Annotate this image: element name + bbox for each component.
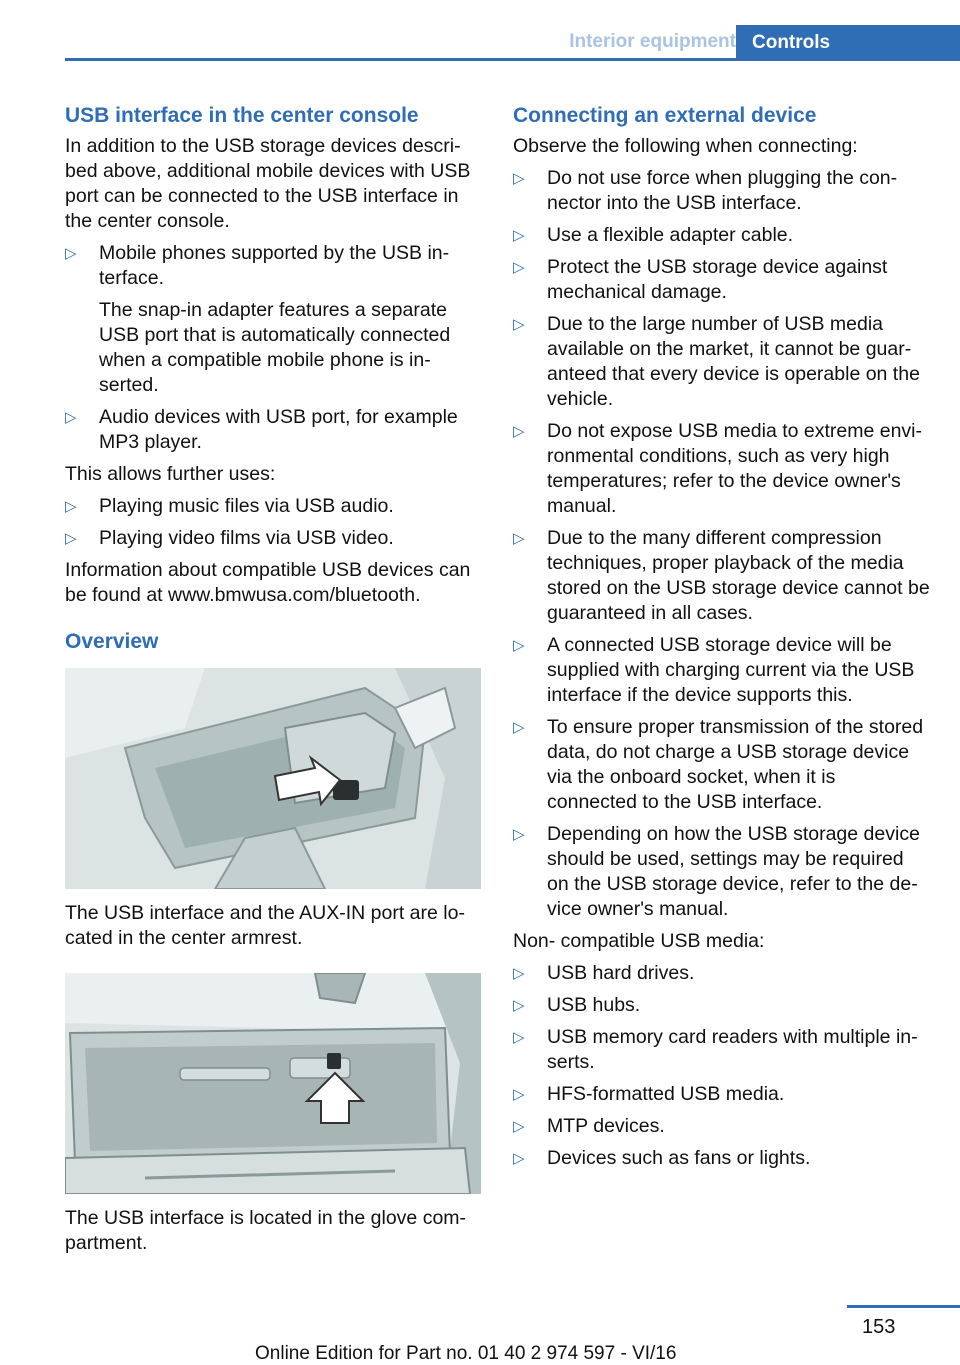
footer-rule bbox=[847, 1305, 960, 1308]
bullet-triangle-icon: ▷ bbox=[65, 498, 77, 515]
list-item-text: USB hard drives. bbox=[547, 962, 695, 984]
list-item bbox=[513, 822, 930, 922]
bullet-triangle-icon: ▷ bbox=[65, 245, 77, 262]
bullet-triangle-icon: ▷ bbox=[513, 1118, 525, 1135]
figure1-caption: The USB interface and the AUX-IN port are located in the center armrest. bbox=[65, 902, 465, 949]
list-item bbox=[513, 715, 930, 815]
noncompat-list bbox=[513, 961, 930, 1171]
connect-list bbox=[513, 166, 930, 922]
connect-intro: Observe the following when connecting: bbox=[513, 135, 858, 157]
list-item bbox=[65, 526, 481, 551]
center-armrest-illustration bbox=[65, 668, 481, 889]
info-text: Information about compatible USB devices can be found at www.bmwusa.com/bluetooth. bbox=[65, 559, 471, 606]
figure2-caption: The USB interface is located in the glove compartment. bbox=[65, 1207, 467, 1254]
list-item bbox=[513, 419, 930, 519]
header-rule bbox=[65, 58, 960, 61]
list-item-text: Playing video films via USB video. bbox=[99, 527, 394, 549]
uses-intro: This allows further uses: bbox=[65, 463, 276, 485]
uses-list bbox=[65, 494, 481, 551]
list-item bbox=[65, 405, 481, 455]
bullet-triangle-icon: ▷ bbox=[513, 719, 525, 736]
section-tab[interactable]: Interior equipment bbox=[569, 31, 736, 52]
bullet-triangle-icon: ▷ bbox=[513, 826, 525, 843]
list-item bbox=[65, 241, 481, 398]
bullet-triangle-icon: ▷ bbox=[513, 530, 525, 547]
connect-heading: Connecting an external device bbox=[513, 104, 817, 127]
list-item bbox=[513, 1146, 930, 1171]
list-item-text: Devices such as fans or lights. bbox=[547, 1147, 811, 1169]
list-item bbox=[65, 494, 481, 519]
usb-heading: USB interface in the center console bbox=[65, 104, 419, 127]
bullet-triangle-icon: ▷ bbox=[65, 409, 77, 426]
list-item bbox=[513, 1025, 930, 1075]
page-number: 153 bbox=[862, 1316, 896, 1338]
bullet-triangle-icon: ▷ bbox=[513, 316, 525, 333]
chapter-tab[interactable]: Controls bbox=[736, 25, 960, 61]
bullet-triangle-icon: ▷ bbox=[513, 637, 525, 654]
list-item-subtext: The snap-in adapter features a separate USB port that is automatically connected when a compatible mobile phone is inserted. bbox=[99, 299, 451, 396]
right-column bbox=[513, 102, 930, 1178]
list-item-text: Mobile phones supported by the USB interface. bbox=[99, 242, 450, 289]
list-item bbox=[513, 993, 930, 1018]
bullet-triangle-icon: ▷ bbox=[513, 423, 525, 440]
edition-note: Online Edition for Part no. 01 40 2 974 597 - VI/16 bbox=[255, 1343, 677, 1364]
bullet-triangle-icon: ▷ bbox=[65, 530, 77, 547]
list-item-text: Audio devices with USB port, for example MP3 player. bbox=[99, 406, 458, 453]
list-item bbox=[513, 1114, 930, 1139]
list-item bbox=[513, 633, 930, 708]
bullet-triangle-icon: ▷ bbox=[513, 1086, 525, 1103]
list-item-text: Use a flexible adapter cable. bbox=[547, 224, 794, 246]
list-item-text: Depending on how the USB storage device should be used, settings may be required on the USB storage device, refer to the device owner's manual. bbox=[547, 823, 920, 920]
bullet-triangle-icon: ▷ bbox=[513, 997, 525, 1014]
list-item bbox=[513, 166, 930, 216]
list-item bbox=[513, 223, 930, 248]
list-item-text: Playing music files via USB audio. bbox=[99, 495, 394, 517]
bullet-triangle-icon: ▷ bbox=[513, 1029, 525, 1046]
list-item bbox=[513, 1082, 930, 1107]
bullet-triangle-icon: ▷ bbox=[513, 227, 525, 244]
glove-compartment-illustration bbox=[65, 973, 481, 1194]
list-item bbox=[513, 526, 930, 626]
list-item-text: USB memory card readers with multiple inserts. bbox=[547, 1026, 918, 1073]
list-item-text: Due to the many different compression techniques, proper playback of the media stored on the USB storage device cannot be guaranteed in all cases. bbox=[547, 527, 930, 624]
list-item-text: Do not use force when plugging the connector into the USB interface. bbox=[547, 167, 898, 214]
left-column bbox=[65, 102, 481, 1278]
list-item-text: Due to the large number of USB media available on the market, it cannot be guaranteed that every device is operable on the vehicle. bbox=[547, 313, 920, 410]
bullet-triangle-icon: ▷ bbox=[513, 1150, 525, 1167]
list-item-text: USB hubs. bbox=[547, 994, 641, 1016]
list-item-text: MTP devices. bbox=[547, 1115, 665, 1137]
list-item bbox=[513, 255, 930, 305]
bullet-triangle-icon: ▷ bbox=[513, 259, 525, 276]
noncompat-intro: Non- compatible USB media: bbox=[513, 930, 765, 952]
list-item-text: A connected USB storage device will be supplied with charging current via the USB interface if the device supports this. bbox=[547, 634, 915, 706]
device-list bbox=[65, 241, 481, 455]
bullet-triangle-icon: ▷ bbox=[513, 170, 525, 187]
page-header bbox=[65, 25, 960, 61]
list-item bbox=[513, 961, 930, 986]
bullet-triangle-icon: ▷ bbox=[513, 965, 525, 982]
list-item-text: To ensure proper transmission of the stored data, do not charge a USB storage device via the onboard socket, when it is connected to the USB interface. bbox=[547, 716, 924, 813]
list-item-text: HFS-formatted USB media. bbox=[547, 1083, 785, 1105]
list-item-text: Protect the USB storage device against mechanical damage. bbox=[547, 256, 888, 303]
list-item-text: Do not expose USB media to extreme environmental conditions, such as very high temperatures; refer to the device owner's manual. bbox=[547, 420, 923, 517]
usb-intro: In addition to the USB storage devices described above, additional mobile devices with USB port can be connected to the USB interface in the center console. bbox=[65, 135, 471, 232]
list-item bbox=[513, 312, 930, 412]
overview-heading: Overview bbox=[65, 630, 159, 653]
